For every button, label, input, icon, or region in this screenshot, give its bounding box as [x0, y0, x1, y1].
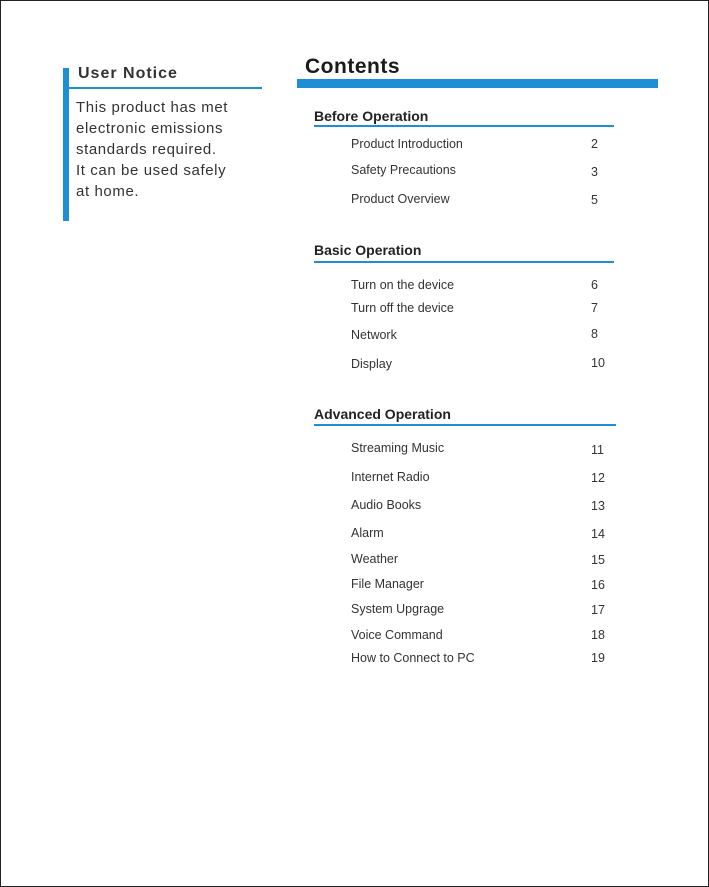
notice-text [76, 97, 266, 202]
toc-entry-page: 15 [591, 553, 605, 567]
notice-divider [69, 87, 262, 89]
toc-entry-label[interactable]: Alarm [351, 526, 384, 540]
toc-entry-page: 6 [591, 278, 598, 292]
notice-line: at home. [76, 183, 140, 200]
toc-entry-label[interactable]: System Upgrage [351, 602, 445, 616]
toc-entry-page: 12 [591, 471, 605, 485]
toc-entry-label[interactable]: File Manager [351, 577, 424, 591]
toc-entry-page: 2 [591, 137, 598, 151]
section-divider [314, 424, 616, 426]
notice-line: electronic emissions [76, 120, 224, 137]
toc-entry-label[interactable]: Turn off the device [351, 301, 454, 315]
notice-line: It can be used safely [76, 162, 227, 179]
toc-entry-page: 14 [591, 527, 605, 541]
toc-entry-label[interactable]: Voice Command [351, 628, 443, 642]
section-title-before-operation: Before Operation [314, 108, 429, 124]
contents-accent-bar [297, 79, 658, 88]
notice-accent-bar [63, 68, 69, 221]
toc-entry-page: 13 [591, 499, 605, 513]
toc-entry-page: 16 [591, 578, 605, 592]
toc-entry-page: 19 [591, 651, 605, 665]
section-divider [314, 261, 614, 263]
notice-line: This product has met [76, 99, 229, 116]
toc-entry-label[interactable]: Streaming Music [351, 441, 445, 455]
toc-entry-page: 17 [591, 603, 605, 617]
toc-entry-label[interactable]: Product Overview [351, 192, 450, 206]
toc-entry-label[interactable]: Audio Books [351, 498, 422, 512]
toc-entry-label[interactable]: Weather [351, 552, 399, 566]
toc-entry-label[interactable]: How to Connect to PC [351, 651, 475, 665]
toc-entry-page: 11 [591, 443, 604, 457]
section-divider [314, 125, 614, 127]
section-title-basic-operation: Basic Operation [314, 242, 422, 258]
toc-entry-label[interactable]: Product Introduction [351, 137, 463, 151]
contents-title: Contents [305, 55, 400, 78]
toc-entry-page: 8 [591, 327, 598, 341]
toc-entry-label[interactable]: Turn on the device [351, 278, 455, 292]
toc-entry-page: 10 [591, 356, 605, 370]
notice-line: standards required. [76, 141, 217, 158]
toc-entry-label[interactable]: Internet Radio [351, 470, 430, 484]
notice-title: User Notice [78, 65, 178, 82]
toc-entry-page: 18 [591, 628, 605, 642]
toc-entry-page: 7 [591, 301, 598, 315]
toc-entry-label[interactable]: Safety Precautions [351, 163, 456, 177]
toc-entry-label[interactable]: Display [351, 357, 392, 371]
toc-entry-page: 5 [591, 193, 598, 207]
toc-entry-page: 3 [591, 165, 598, 179]
section-title-advanced-operation: Advanced Operation [314, 406, 451, 422]
toc-entry-label[interactable]: Network [351, 328, 397, 342]
